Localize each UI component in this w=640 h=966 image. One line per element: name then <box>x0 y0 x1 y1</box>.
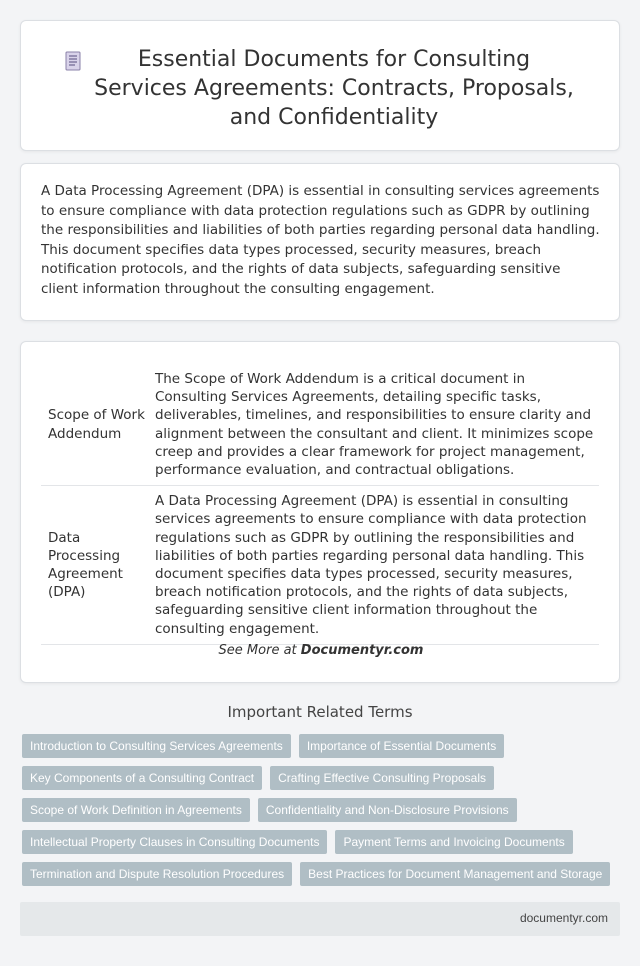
related-term-tag[interactable]: Crafting Effective Consulting Proposals <box>270 766 494 790</box>
tag-row <box>22 798 622 822</box>
related-term-tag[interactable]: Importance of Essential Documents <box>299 734 504 758</box>
tag-row <box>22 766 622 790</box>
tag-row <box>22 862 622 886</box>
see-more-site[interactable]: Documentyr.com <box>300 643 424 658</box>
related-terms-tags <box>22 734 622 894</box>
page-title: Essential Documents for Consulting Services Agreements: Contracts, Proposals, and Confidentiality <box>94 47 574 130</box>
related-term-tag[interactable]: Scope of Work Definition in Agreements <box>22 798 250 822</box>
header-card <box>20 20 620 151</box>
related-term-tag[interactable]: Best Practices for Document Management and Storage <box>300 862 610 886</box>
table-row <box>41 364 599 486</box>
table-description: The Scope of Work Addendum is a critical document in Consulting Services Agreements, detailing specific tasks, deliverables, timelines, and responsibilities to ensure clarity and alignment between the consultant and client. It minimizes scope creep and provides a clear framework for project management, performance evaluation, and contractual obligations. <box>149 364 599 486</box>
related-term-tag[interactable]: Payment Terms and Invoicing Documents <box>335 830 572 854</box>
related-term-tag[interactable]: Introduction to Consulting Services Agreements <box>22 734 291 758</box>
tag-row <box>22 734 622 758</box>
related-term-tag[interactable]: Key Components of a Consulting Contract <box>22 766 262 790</box>
related-term-tag[interactable]: Termination and Dispute Resolution Procedures <box>22 862 292 886</box>
table-term: Scope of Work Addendum <box>41 364 149 486</box>
see-more-link[interactable] <box>21 643 621 658</box>
related-term-tag[interactable]: Intellectual Property Clauses in Consulting Documents <box>22 830 327 854</box>
documents-table <box>41 364 599 645</box>
footer-site-link[interactable]: documentyr.com <box>519 911 608 925</box>
intro-text: A Data Processing Agreement (DPA) is essential in consulting services agreements to ensure compliance with data protection regulations such as GDPR by outlining the responsibilities and liabilities of both parties regarding personal data handling. This document specifies data types processed, security measures, breach notification protocols, and the rights of data subjects, safeguarding sensitive client information throughout the consulting engagement. <box>41 183 600 297</box>
documents-table-card <box>20 341 620 683</box>
intro-card <box>20 163 620 321</box>
related-term-tag[interactable]: Confidentiality and Non-Disclosure Provisions <box>258 798 517 822</box>
table-description: A Data Processing Agreement (DPA) is essential in consulting services agreements to ensure compliance with data protection regulations such as GDPR by outlining the responsibilities and liabilities of both parties regarding personal data handling. This document specifies data types processed, security measures, breach notification protocols, and the rights of data subjects, safeguarding sensitive client information throughout the consulting engagement. <box>149 486 599 645</box>
footer <box>20 902 620 936</box>
see-more-prefix: See More at <box>218 643 301 658</box>
tag-row <box>22 830 622 854</box>
table-row <box>41 486 599 645</box>
table-term: Data Processing Agreement (DPA) <box>41 486 149 645</box>
related-terms-heading: Important Related Terms <box>227 703 413 721</box>
